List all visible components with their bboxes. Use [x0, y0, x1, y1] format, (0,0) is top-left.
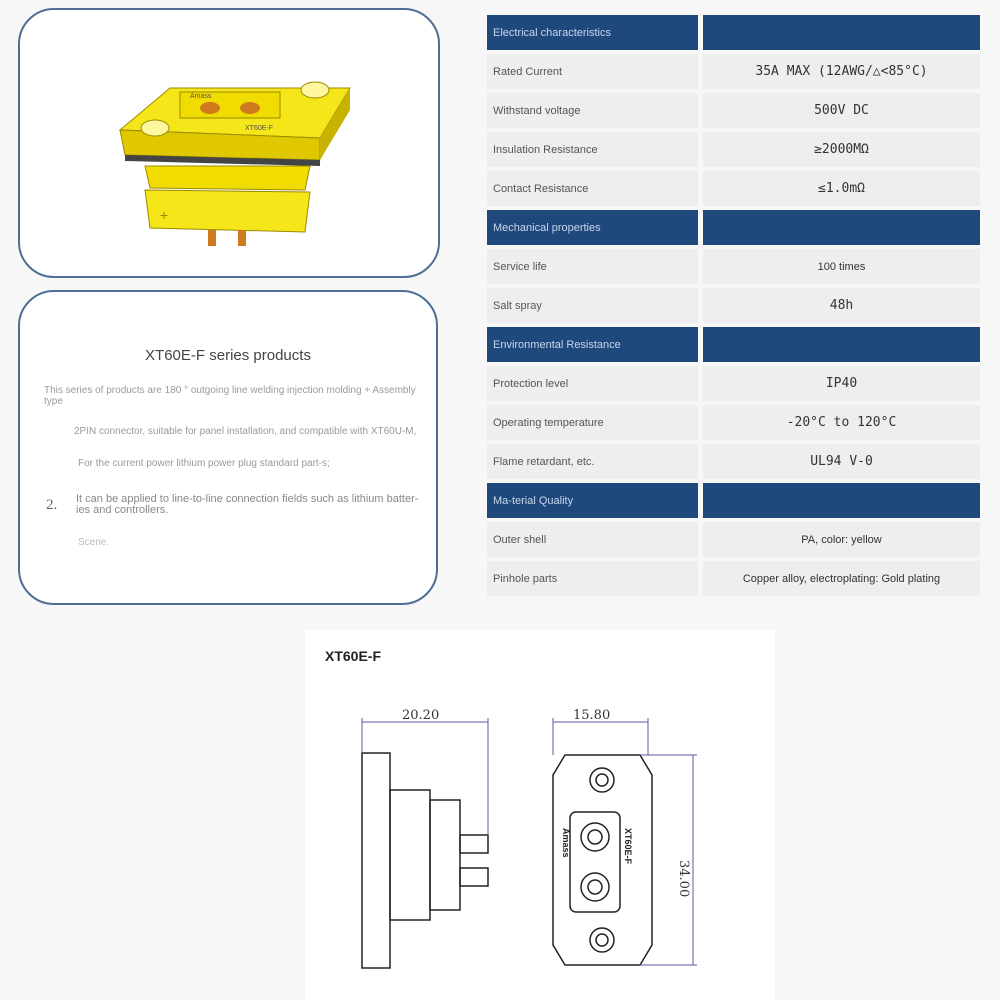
model-label: XT60E-F [245, 125, 274, 132]
description-line: For the current power lithium power plug standard part-s; [78, 458, 330, 469]
spec-section-header [487, 327, 980, 362]
spec-label: Withstand voltage [487, 93, 698, 128]
spec-row [487, 366, 980, 401]
product-image-card [18, 8, 440, 278]
description-card [18, 290, 438, 605]
spec-section-header [487, 483, 980, 518]
list-number: 2. [46, 497, 58, 513]
spec-label: Mechanical properties [487, 210, 698, 245]
connector-3d-illustration [20, 10, 438, 276]
spec-value: 100 times [703, 249, 980, 284]
spec-row [487, 444, 980, 479]
spec-value: 500V DC [703, 93, 980, 128]
spec-value: 35A MAX (12AWG/△<85°C) [703, 54, 980, 89]
dim-side-depth: 20.20 [402, 708, 440, 723]
drawing-brand: Amass [561, 828, 571, 858]
dim-height: 34.00 [676, 860, 691, 898]
spec-row [487, 54, 980, 89]
spec-value: -20°C to 120°C [703, 405, 980, 440]
spec-value: Copper alloy, electroplating: Gold plating [703, 561, 980, 596]
spec-row [487, 249, 980, 284]
spec-label: Environmental Resistance [487, 327, 698, 362]
plus-mark: + [160, 207, 169, 223]
spec-section-header [487, 210, 980, 245]
technical-drawing [305, 630, 775, 1000]
spec-label: Rated Current [487, 54, 698, 89]
product-series-title: XT60E-F series products [145, 347, 311, 364]
spec-row [487, 171, 980, 206]
spec-value [703, 327, 980, 362]
drawing-title: XT60E-F [325, 648, 382, 664]
description-line: It can be applied to line-to-line connection fields such as lithium batter-ies and controllers. [76, 493, 419, 516]
spec-row [487, 132, 980, 167]
spec-value [703, 483, 980, 518]
spec-value [703, 15, 980, 50]
spec-table [487, 15, 980, 600]
spec-value: ≤1.0mΩ [703, 171, 980, 206]
spec-value: IP40 [703, 366, 980, 401]
dimension-drawing [305, 630, 775, 1000]
description-line: 2PIN connector, suitable for panel installation, and compatible with XT60U-M, [74, 426, 417, 437]
spec-label: Insulation Resistance [487, 132, 698, 167]
spec-label: Pinhole parts [487, 561, 698, 596]
description-line: This series of products are 180 ° outgoing line welding injection molding + Assembly type [44, 385, 416, 407]
spec-value: ≥2000MΩ [703, 132, 980, 167]
spec-value: PA, color: yellow [703, 522, 980, 557]
spec-label: Operating temperature [487, 405, 698, 440]
spec-row [487, 561, 980, 596]
spec-label: Protection level [487, 366, 698, 401]
spec-row [487, 93, 980, 128]
spec-label: Salt spray [487, 288, 698, 323]
description-line: Scene. [78, 537, 110, 548]
spec-label: Outer shell [487, 522, 698, 557]
spec-value: 48h [703, 288, 980, 323]
drawing-model: XT60E-F [623, 828, 633, 865]
spec-value [703, 210, 980, 245]
dim-width: 15.80 [573, 708, 611, 723]
spec-label: Service life [487, 249, 698, 284]
spec-label: Electrical characteristics [487, 15, 698, 50]
spec-label: Flame retardant, etc. [487, 444, 698, 479]
spec-row [487, 288, 980, 323]
brand-label: Amass [190, 93, 212, 100]
spec-section-header [487, 15, 980, 50]
spec-value: UL94 V-0 [703, 444, 980, 479]
spec-label: Contact Resistance [487, 171, 698, 206]
spec-row [487, 405, 980, 440]
spec-label: Ma-terial Quality [487, 483, 698, 518]
spec-row [487, 522, 980, 557]
